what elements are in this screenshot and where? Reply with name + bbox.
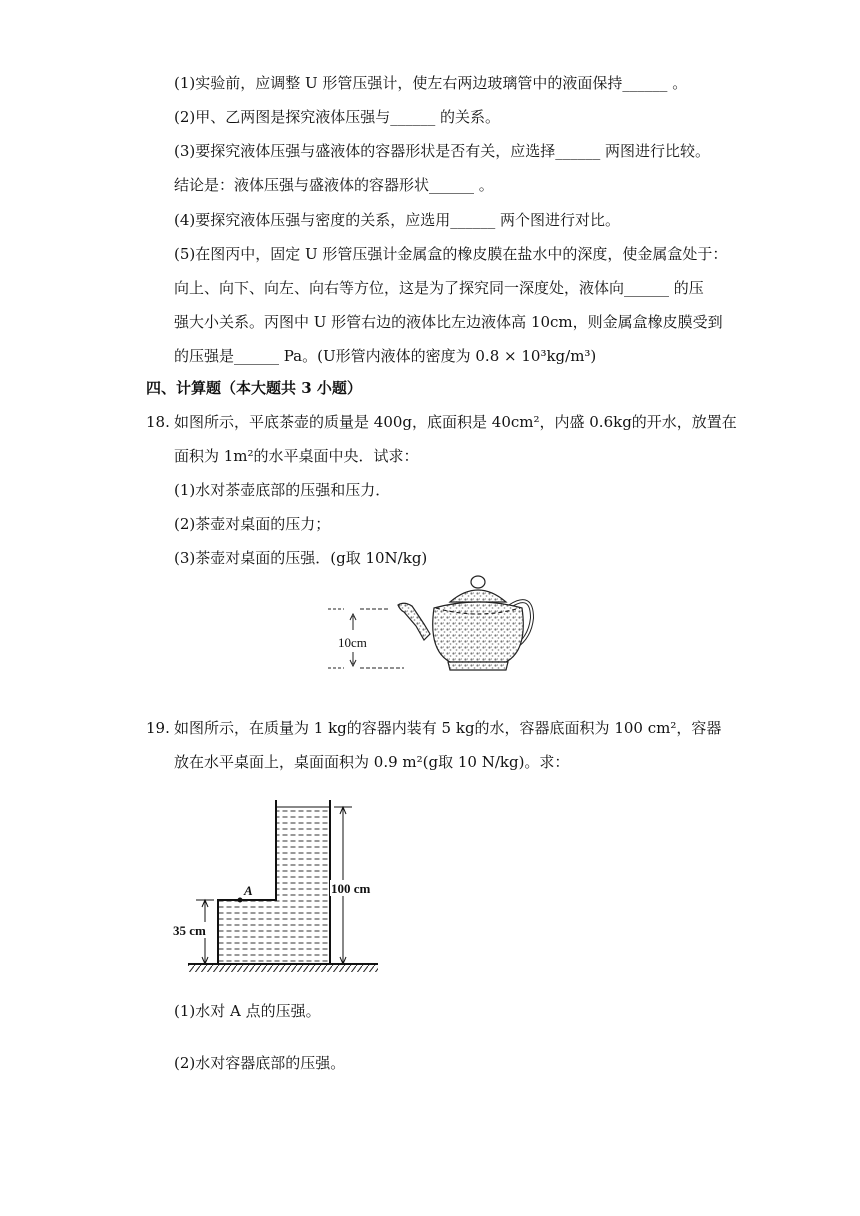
q18-number: 18. <box>146 413 170 431</box>
q17-sub5-line4: 的压强是______ Pa。(U形管内液体的密度为 0.8 × 10³kg/m³) <box>174 347 597 365</box>
q18-sub3: (3)茶壶对桌面的压强．(g取 10N/kg) <box>174 549 428 567</box>
dim-100cm-label: 100 cm <box>331 881 371 896</box>
q19-number: 19. <box>146 719 170 737</box>
q18-sub1: (1)水对茶壶底部的压强和压力． <box>174 481 391 499</box>
point-a-label: A <box>244 883 253 898</box>
q19-text-line1: 如图所示，在质量为 1 kg的容器内装有 5 kg的水，容器底面积为 100 cm²，容器 <box>174 719 722 737</box>
q19-sub2: (2)水对容器底部的压强。 <box>174 1054 346 1072</box>
q19-sub1: (1)水对 A 点的压强。 <box>174 1002 321 1020</box>
q19-text-line2: 放在水平桌面上，桌面面积为 0.9 m²(g取 10 N/kg)。求： <box>174 753 570 771</box>
q17-sub4: (4)要探究液体压强与密度的关系，应选用______ 两个图进行对比。 <box>174 211 621 229</box>
teapot-figure <box>320 568 550 678</box>
q17-sub5-line1: (5)在图丙中，固定 U 形管压强计金属盒的橡皮膜在盐水中的深度，使金属盒处于： <box>174 245 728 263</box>
dim-35cm-label: 35 cm <box>173 923 206 938</box>
q17-sub3: (3)要探究液体压强与盛液体的容器形状是否有关，应选择______ 两图进行比较。 <box>174 142 711 160</box>
q18-sub2: (2)茶壶对桌面的压力； <box>174 515 331 533</box>
section-title: 四、计算题（本大题共 3 小题） <box>146 379 362 397</box>
teapot-height-label: 10cm <box>338 635 367 650</box>
q17-sub1: (1)实验前，应调整 U 形管压强计，使左右两边玻璃管中的液面保持______ 。 <box>174 74 688 92</box>
q18-text-line1: 如图所示，平底茶壶的质量是 400g，底面积是 40cm²，内盛 0.6kg的开水，放置在 <box>174 413 737 431</box>
container-figure <box>170 790 390 980</box>
q17-sub5-line2: 向上、向下、向左、向右等方位，这是为了探究同一深度处，液体向______ 的压 <box>174 279 704 297</box>
q18-text-line2: 面积为 1m²的水平桌面中央．试求： <box>174 447 419 465</box>
q17-sub3-conclusion: 结论是：液体压强与盛液体的容器形状______ 。 <box>174 176 494 194</box>
q17-sub2: (2)甲、乙两图是探究液体压强与______ 的关系。 <box>174 108 501 126</box>
q17-sub5-line3: 强大小关系。丙图中 U 形管右边的液体比左边液体高 10cm，则金属盒橡皮膜受到 <box>174 313 723 331</box>
